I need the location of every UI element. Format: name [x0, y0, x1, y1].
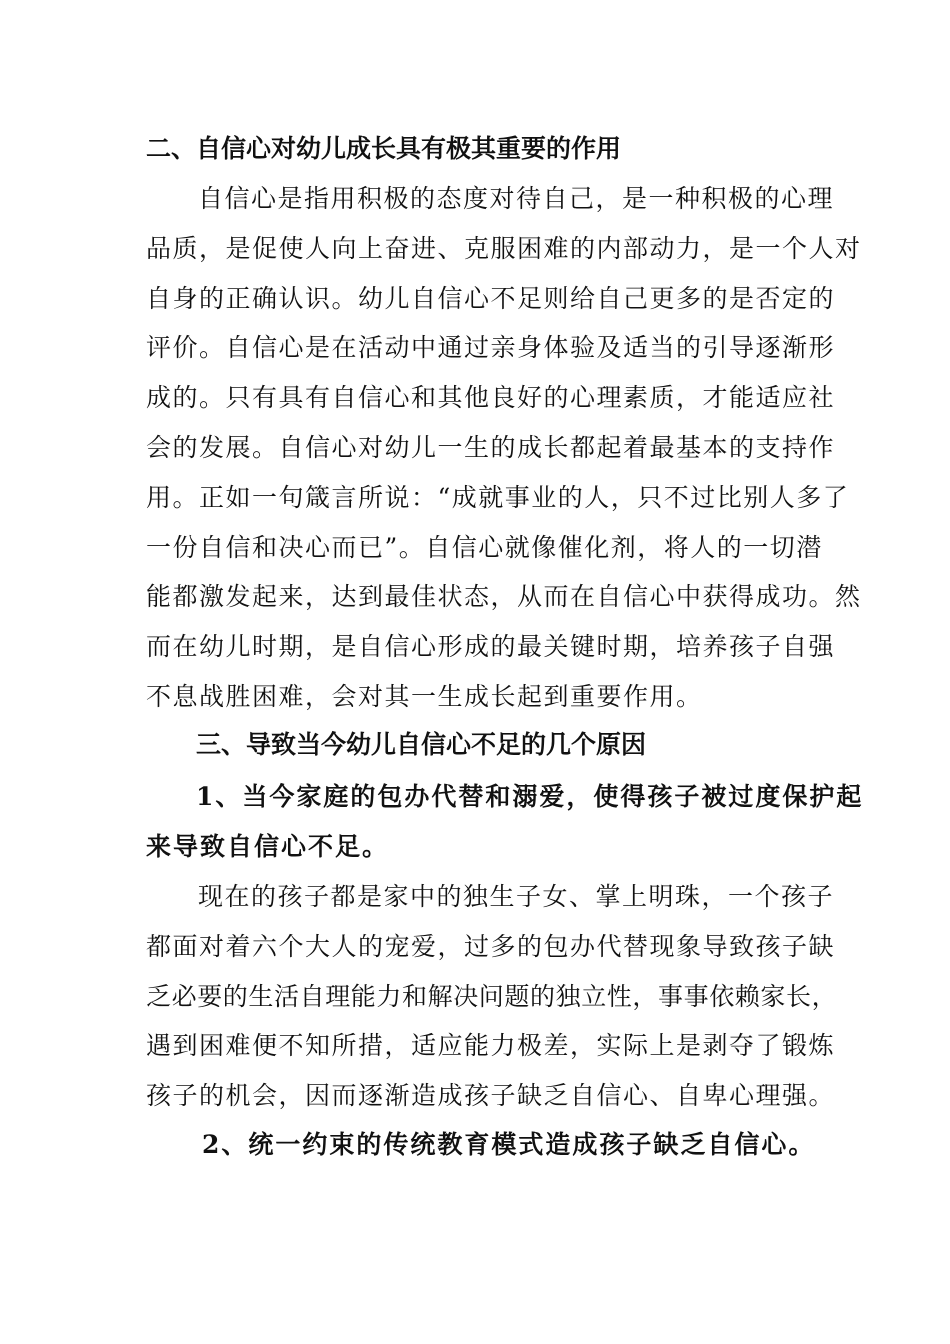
- section-2-paragraph: [146, 174, 862, 722]
- paragraph-line: 乏必要的生活自理能力和解决问题的独立性，事事依赖家长，: [146, 981, 838, 1011]
- paragraph-line: 而在幼儿时期，是自信心形成的最关键时期，培养孩子自强: [146, 632, 836, 662]
- subheading-line: 2、统一约束的传统教育模式造成孩子缺乏自信心。: [202, 1130, 816, 1159]
- paragraph-line: 孩子的机会，因而逐渐造成孩子缺乏自信心、自卑心理强。: [146, 1081, 836, 1111]
- paragraph-line: 不息战胜困难，会对其一生成长起到重要作用。: [146, 681, 703, 711]
- subsection-1-heading: [146, 772, 864, 872]
- paragraph-line: 能都激发起来，达到最佳状态，从而在自信心中获得成功。然: [146, 582, 862, 612]
- paragraph-line: 自信心是指用积极的态度对待自己，是一种积极的心理: [198, 184, 835, 213]
- paragraph-line: 会的发展。自信心对幼儿一生的成长都起着最基本的支持作: [146, 432, 836, 462]
- paragraph-line: 品质，是促使人向上奋进、克服困难的内部动力，是一个人对: [146, 233, 862, 263]
- paragraph-line: 遇到困难便不知所措，适应能力极差，实际上是剥夺了锻炼: [146, 1031, 836, 1061]
- paragraph-line: 现在的孩子都是家中的独生子女、掌上明珠，一个孩子: [198, 882, 835, 911]
- paragraph-line: 都面对着六个大人的宠爱，过多的包办代替现象导致孩子缺: [146, 931, 836, 961]
- section-3-paragraph: [146, 872, 838, 1121]
- section-3-heading: 三、导致当今幼儿自信心不足的几个原因: [196, 730, 647, 759]
- subheading-line: 1、当今家庭的包办代替和溺爱，使得孩子被过度保护起: [196, 782, 864, 811]
- paragraph-line: 一份自信和决心而已”。自信心就像催化剂，将人的一切潜: [146, 532, 823, 562]
- subheading-line: 来导致自信心不足。: [146, 831, 390, 861]
- paragraph-line: 成的。只有具有自信心和其他良好的心理素质，才能适应社: [146, 383, 836, 413]
- subsection-2-heading: [146, 1120, 814, 1170]
- paragraph-line: 评价。自信心是在活动中通过亲身体验及适当的引导逐渐形: [146, 333, 836, 363]
- paragraph-line: 自身的正确认识。幼儿自信心不足则给自己更多的是否定的: [146, 283, 836, 313]
- paragraph-line: 用。正如一句箴言所说：“成就事业的人，只不过比别人多了: [146, 482, 850, 512]
- section-2-heading: 二、自信心对幼儿成长具有极其重要的作用: [146, 134, 622, 163]
